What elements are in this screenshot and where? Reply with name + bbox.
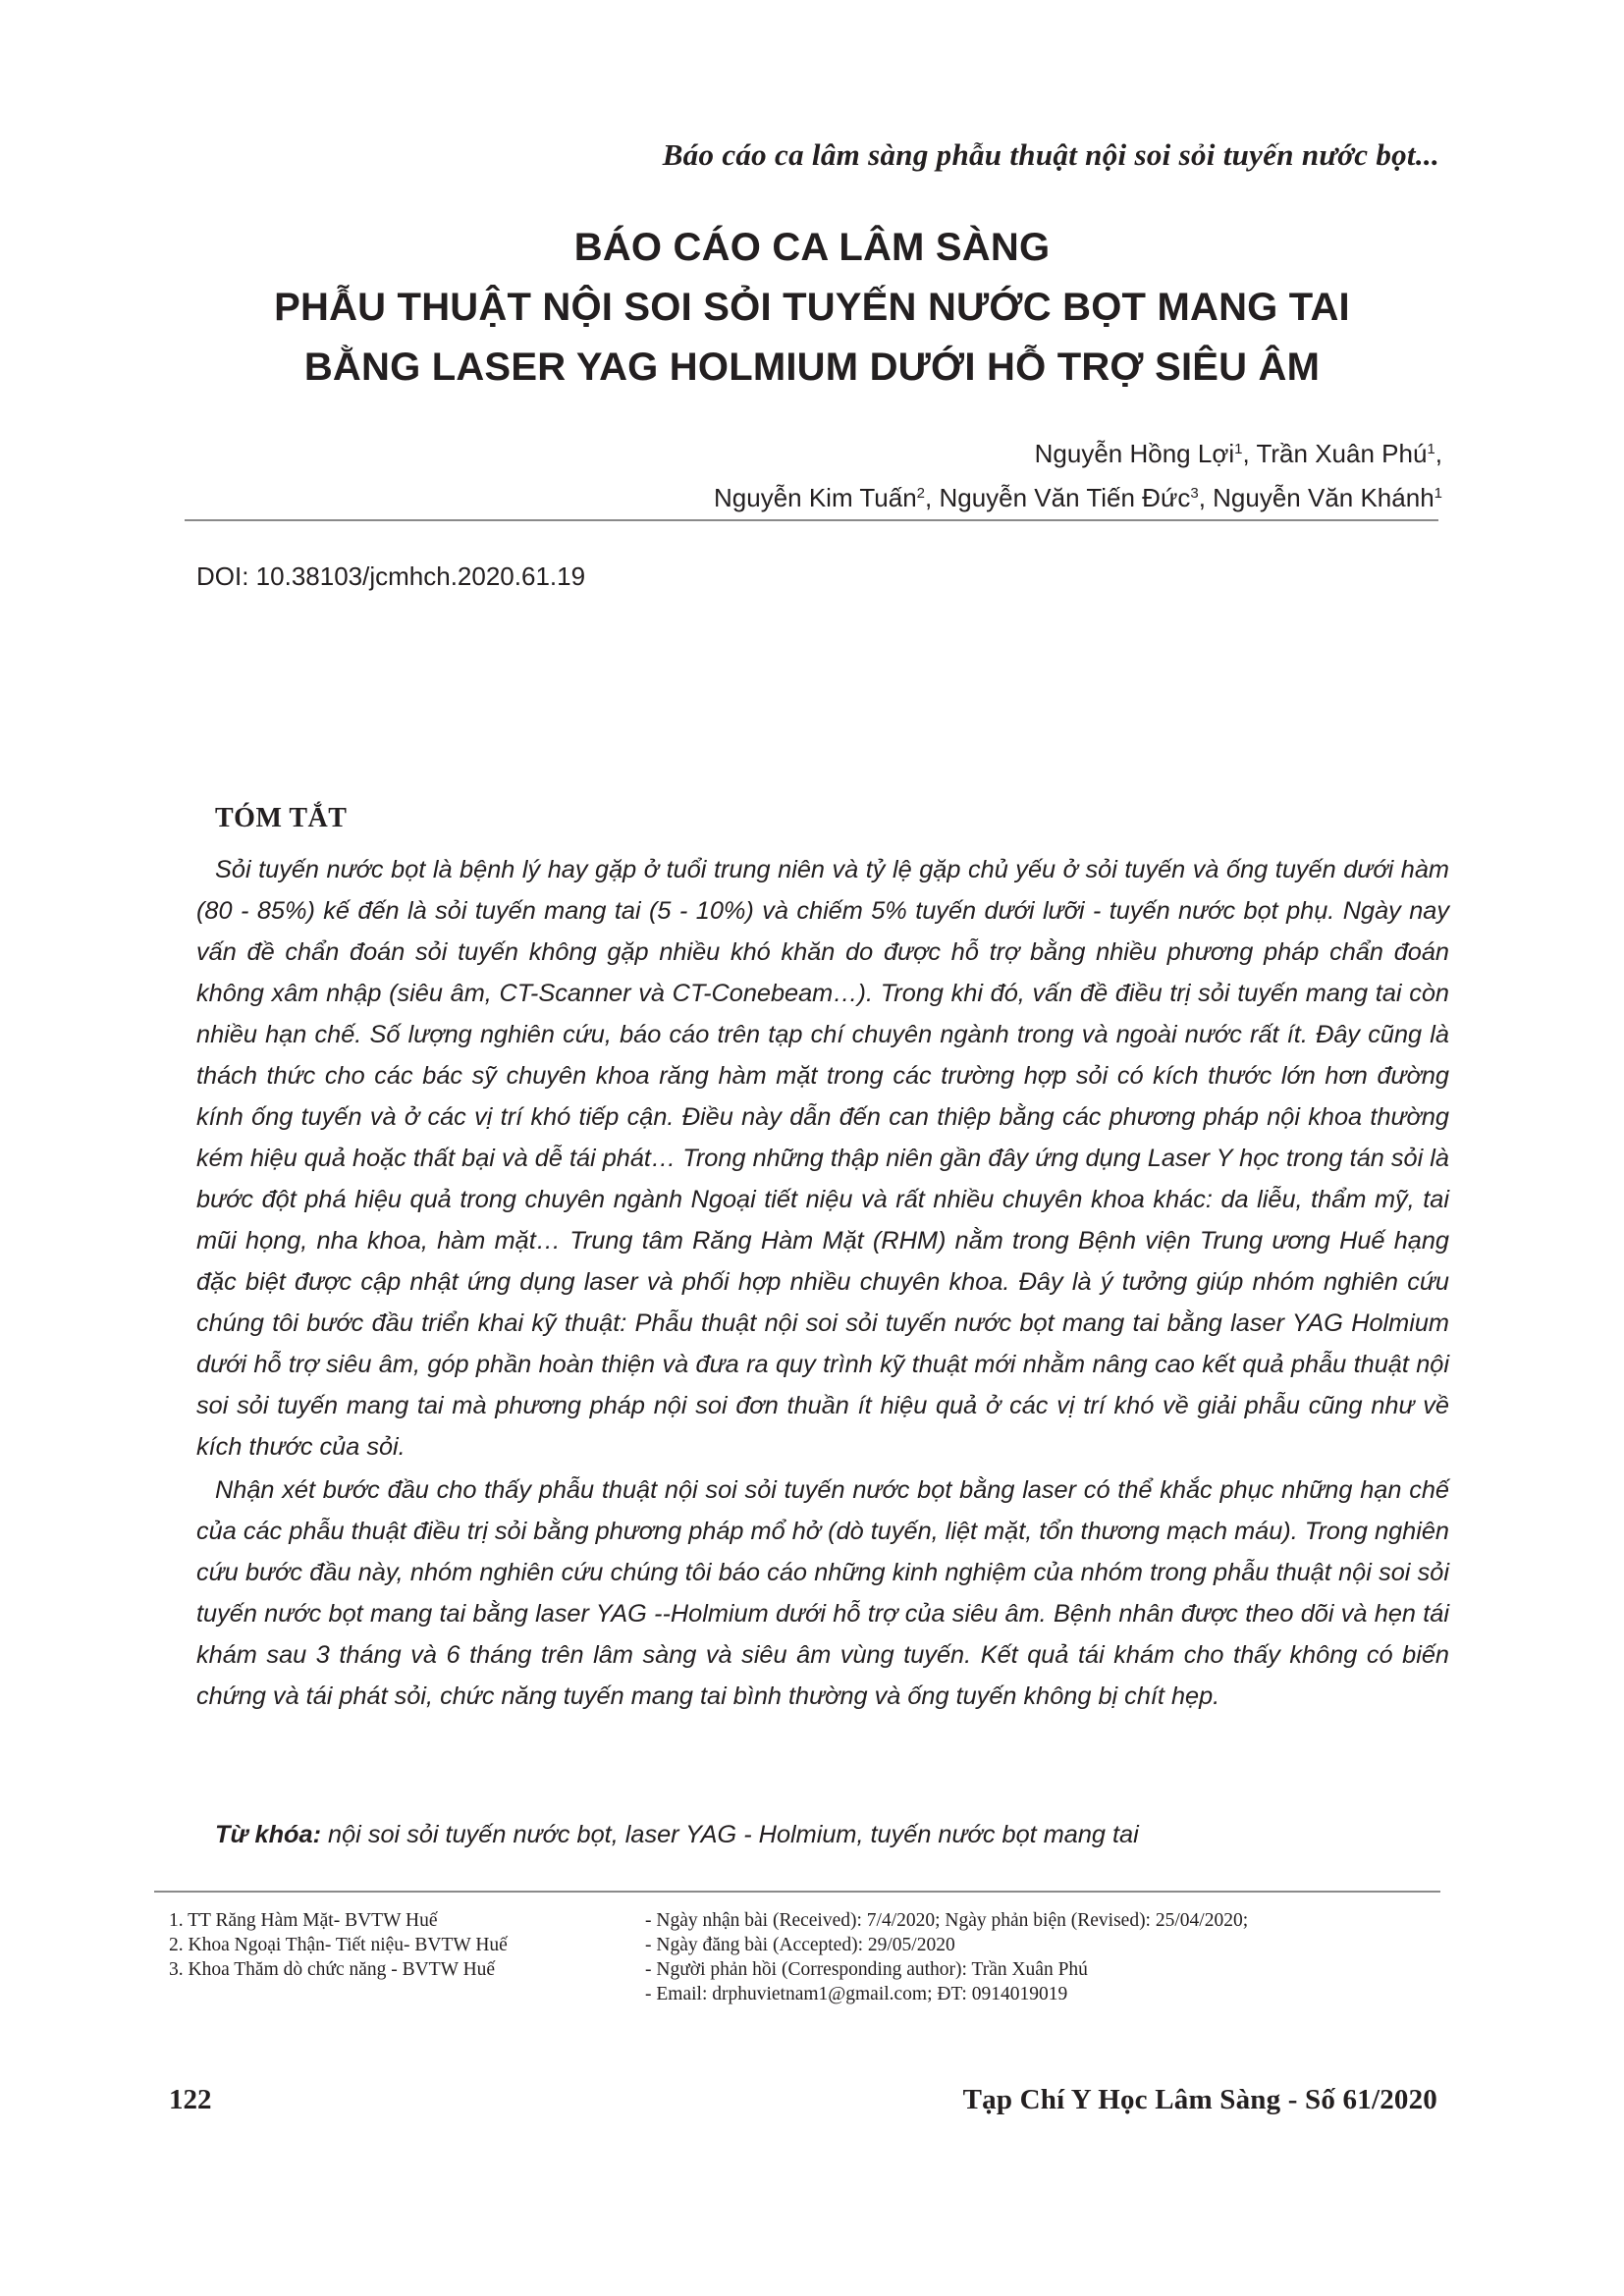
author-line xyxy=(714,432,1442,476)
author-separator: , xyxy=(1435,439,1442,468)
author-affiliation-mark: 1 xyxy=(1427,441,1435,457)
author-name: Nguyễn Văn Tiến Đức xyxy=(939,483,1191,512)
keywords-label: Từ khóa: xyxy=(215,1821,322,1848)
keywords xyxy=(215,1821,1139,1849)
author-separator: , xyxy=(925,483,940,512)
author-name: Nguyễn Kim Tuấn xyxy=(714,483,917,512)
affiliations xyxy=(169,1908,508,1982)
author-list xyxy=(714,432,1442,520)
abstract-body xyxy=(196,849,1449,1717)
author-affiliation-mark: 3 xyxy=(1190,485,1199,502)
affiliation-item: 2. Khoa Ngoại Thận- Tiết niệu- BVTW Huế xyxy=(169,1935,508,1955)
note-item: - Ngày đăng bài (Accepted): 29/05/2020 xyxy=(645,1935,955,1955)
running-header: Báo cáo ca lâm sàng phẫu thuật nội soi sỏi tuyến nước bọt... xyxy=(662,137,1439,172)
author-divider xyxy=(185,519,1438,521)
author-affiliation-mark: 2 xyxy=(916,485,926,502)
article-notes xyxy=(645,1908,1248,2006)
author-affiliation-mark: 1 xyxy=(1434,485,1442,502)
author-affiliation-mark: 1 xyxy=(1234,441,1243,457)
keywords-text: nội soi sỏi tuyến nước bọt, laser YAG - Holmium, tuyến nước bọt mang tai xyxy=(321,1821,1139,1848)
doi-link[interactable]: DOI: 10.38103/jcmhch.2020.61.19 xyxy=(196,561,586,591)
note-item: - Email: drphuvietnam1@gmail.com; ĐT: 0914019019 xyxy=(645,1984,1068,2004)
journal-name: Tạp Chí Y Học Lâm Sàng - Số 61/2020 xyxy=(962,2084,1437,2115)
affiliation-item: 3. Khoa Thăm dò chức năng - BVTW Huế xyxy=(169,1959,496,1980)
author-name: Nguyễn Văn Khánh xyxy=(1213,483,1435,512)
article-title xyxy=(0,218,1624,398)
abstract-heading: TÓM TẮT xyxy=(215,803,348,833)
page-number: 122 xyxy=(169,2084,212,2115)
title-line: BẰNG LASER YAG HOLMIUM DƯỚI HỖ TRỢ SIÊU ÂM xyxy=(303,346,1321,389)
title-line: PHẪU THUẬT NỘI SOI SỎI TUYẾN NƯỚC BỌT MANG TAI xyxy=(274,286,1350,329)
author-line xyxy=(714,476,1442,520)
note-item: - Người phản hồi (Corresponding author): Trần Xuân Phú xyxy=(645,1959,1088,1980)
author-separator: , xyxy=(1198,483,1214,512)
author-separator: , xyxy=(1242,439,1257,468)
abstract-paragraph: Nhận xét bước đầu cho thấy phẫu thuật nội soi sỏi tuyến nước bọt bằng laser có thể khắc phục những hạn chế của các phẫu thuật điều trị sỏi bằng phương pháp mổ hở (dò tuyến, liệt mặt, tổn thương mạch máu). Trong nghiên cứu bước đầu này, nhóm nghiên cứu chúng tôi báo cáo những kinh nghiệm của nhóm trong phẫu thuật nội soi sỏi tuyến nước bọt mang tai bằng laser YAG --Holmium dưới hỗ trợ của siêu âm. Bệnh nhân được theo dõi và hẹn tái khám sau 3 tháng và 6 tháng trên lâm sàng và siêu âm vùng tuyến. Kết quả tái khám cho thấy không có biến chứng và tái phát sỏi, chức năng tuyến mang tai bình thường và ống tuyến không bị chít hẹp. xyxy=(196,1476,1449,1710)
affiliation-item: 1. TT Răng Hàm Mặt- BVTW Huế xyxy=(169,1910,438,1931)
note-item: - Ngày nhận bài (Received): 7/4/2020; Ngày phản biện (Revised): 25/04/2020; xyxy=(645,1910,1249,1931)
author-name: Trần Xuân Phú xyxy=(1256,439,1428,468)
abstract-paragraph: Sỏi tuyến nước bọt là bệnh lý hay gặp ở tuổi trung niên và tỷ lệ gặp chủ yếu ở sỏi tuyến và ống tuyến dưới hàm (80 - 85%) kế đến là sỏi tuyến mang tai (5 - 10%) và chiếm 5% tuyến dưới lưỡi - tuyến nước bọt phụ. Ngày nay vấn đề chẩn đoán sỏi tuyến không gặp nhiều khó khăn do được hỗ trợ bằng nhiều phương pháp chẩn đoán không xâm nhập (siêu âm, CT-Scanner và CT-Conebeam…). Trong khi đó, vấn đề điều trị sỏi tuyến mang tai còn nhiều hạn chế. Số lượng nghiên cứu, báo cáo trên tạp chí chuyên ngành trong và ngoài nước rất ít. Đây cũng là thách thức cho các bác sỹ chuyên khoa răng hàm mặt trong các trường hợp sỏi có kích thước lớn hơn đường kính ống tuyến và ở các vị trí khó tiếp cận. Điều này dẫn đến can thiệp bằng các phương pháp nội khoa thường kém hiệu quả hoặc thất bại và dễ tái phát… Trong những thập niên gần đây ứng dụng Laser Y học trong tán sỏi là bước đột phá hiệu quả trong chuyên ngành Ngoại tiết niệu và rất nhiều chuyên khoa khác: da liễu, thẩm mỹ, tai mũi họng, nha khoa, hàm mặt… Trung tâm Răng Hàm Mặt (RHM) nằm trong Bệnh viện Trung ương Huế hạng đặc biệt được cập nhật ứng dụng laser và phối hợp nhiều chuyên khoa. Đây là ý tưởng giúp nhóm nghiên cứu chúng tôi bước đầu triển khai kỹ thuật: Phẫu thuật nội soi sỏi tuyến nước bọt mang tai bằng laser YAG Holmium dưới hỗ trợ siêu âm, góp phần hoàn thiện và đưa ra quy trình kỹ thuật mới nhằm nâng cao kết quả phẫu thuật nội soi sỏi tuyến mang tai mà phương pháp nội soi đơn thuần ít hiệu quả ở các vị trí khó về giải phẫu cũng như về kích thước của sỏi. xyxy=(196,856,1449,1461)
title-line: BÁO CÁO CA LÂM SÀNG xyxy=(573,226,1051,269)
author-name: Nguyễn Hồng Lợi xyxy=(1034,439,1235,468)
footnote-divider xyxy=(154,1891,1440,1893)
